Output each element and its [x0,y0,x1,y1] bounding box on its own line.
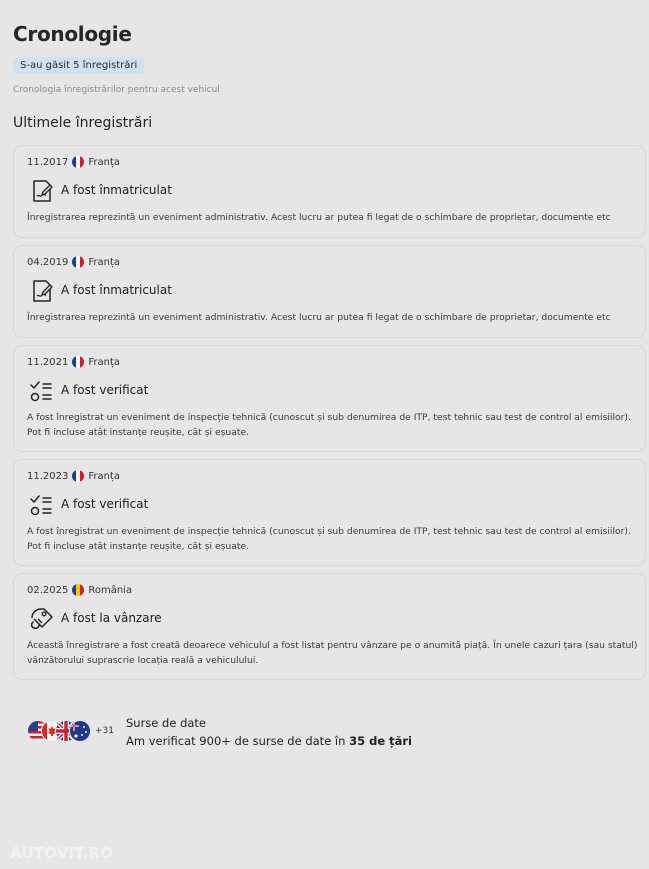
au-flag-icon [69,720,91,742]
record-country: Franța [88,256,121,268]
record-title: A fost înmatriculat [61,283,172,297]
record-description: Înregistrarea reprezintă un eveniment administrativ. Acest lucru ar putea fi legat de o schimbare de proprietar, documente etc [27,312,611,323]
checklist-icon [29,492,55,518]
sources-text-prefix: Am verificat 900+ de surse de date în [126,734,350,748]
timeline-record [13,145,646,238]
timeline-record [13,573,646,680]
extra-countries-count: +31 [95,726,114,736]
data-sources [25,715,625,755]
record-meta [27,470,120,482]
timeline-record [13,345,646,452]
france-flag-icon [72,156,84,168]
france-flag-icon [72,356,84,368]
record-country: Franța [88,356,121,368]
record-meta [27,156,120,168]
section-title: Ultimele înregistrări [13,115,153,131]
france-flag-icon [72,470,84,482]
record-country: România [88,584,133,596]
registration-document-icon [29,178,55,204]
record-meta [27,256,120,268]
record-country: Franța [88,470,121,482]
sources-countries-count: 35 de țări [349,734,412,748]
record-title: A fost la vânzare [61,611,162,625]
sale-tag-icon [29,606,55,632]
registration-document-icon [29,278,55,304]
sources-description [126,734,412,748]
source-flags [27,720,97,742]
checklist-icon [29,378,55,404]
record-title: A fost înmatriculat [61,183,172,197]
record-title: A fost verificat [61,497,149,511]
record-date: 02.2025 [27,584,69,596]
record-meta [27,356,120,368]
record-date: 04.2019 [27,256,69,268]
timeline-record [13,459,646,566]
france-flag-icon [72,256,84,268]
record-description: A fost înregistrat un eveniment de inspecție tehnică (cunoscut și sub denumirea de ITP, test tehnic sau test de control al emisiilor). Pot fi incluse atât instanțe reușite, cât și eșuate. [27,412,631,438]
record-date: 11.2023 [27,470,69,482]
record-description: Înregistrarea reprezintă un eveniment administrativ. Acest lucru ar putea fi legat de o schimbare de proprietar, documente etc [27,212,611,223]
record-country: Franța [88,156,121,168]
record-date: 11.2017 [27,156,69,168]
record-meta [27,584,132,596]
timeline-record [13,245,646,338]
record-description: Această înregistrare a fost creată deoarece vehiculul a fost listat pentru vânzare pe o anumită piață. În unele cazuri țara (sau statul) vânzătorului suprascrie locația reală a vehiculului. [27,640,638,666]
page-subtitle: Cronologia înregistrărilor pentru acest vehicul [13,85,220,95]
record-description: A fost înregistrat un eveniment de inspecție tehnică (cunoscut și sub denumirea de ITP, test tehnic sau test de control al emisiilor). Pot fi incluse atât instanțe reușite, cât și eșuate. [27,526,631,552]
sources-title: Surse de date [126,716,207,730]
records-count-badge: S-au găsit 5 înregistrări [13,57,144,74]
record-date: 11.2021 [27,356,69,368]
page-title: Cronologie [13,22,132,46]
romania-flag-icon [72,584,84,596]
record-title: A fost verificat [61,383,149,397]
autovit-logo: AUTOVIT.RO [10,844,114,862]
